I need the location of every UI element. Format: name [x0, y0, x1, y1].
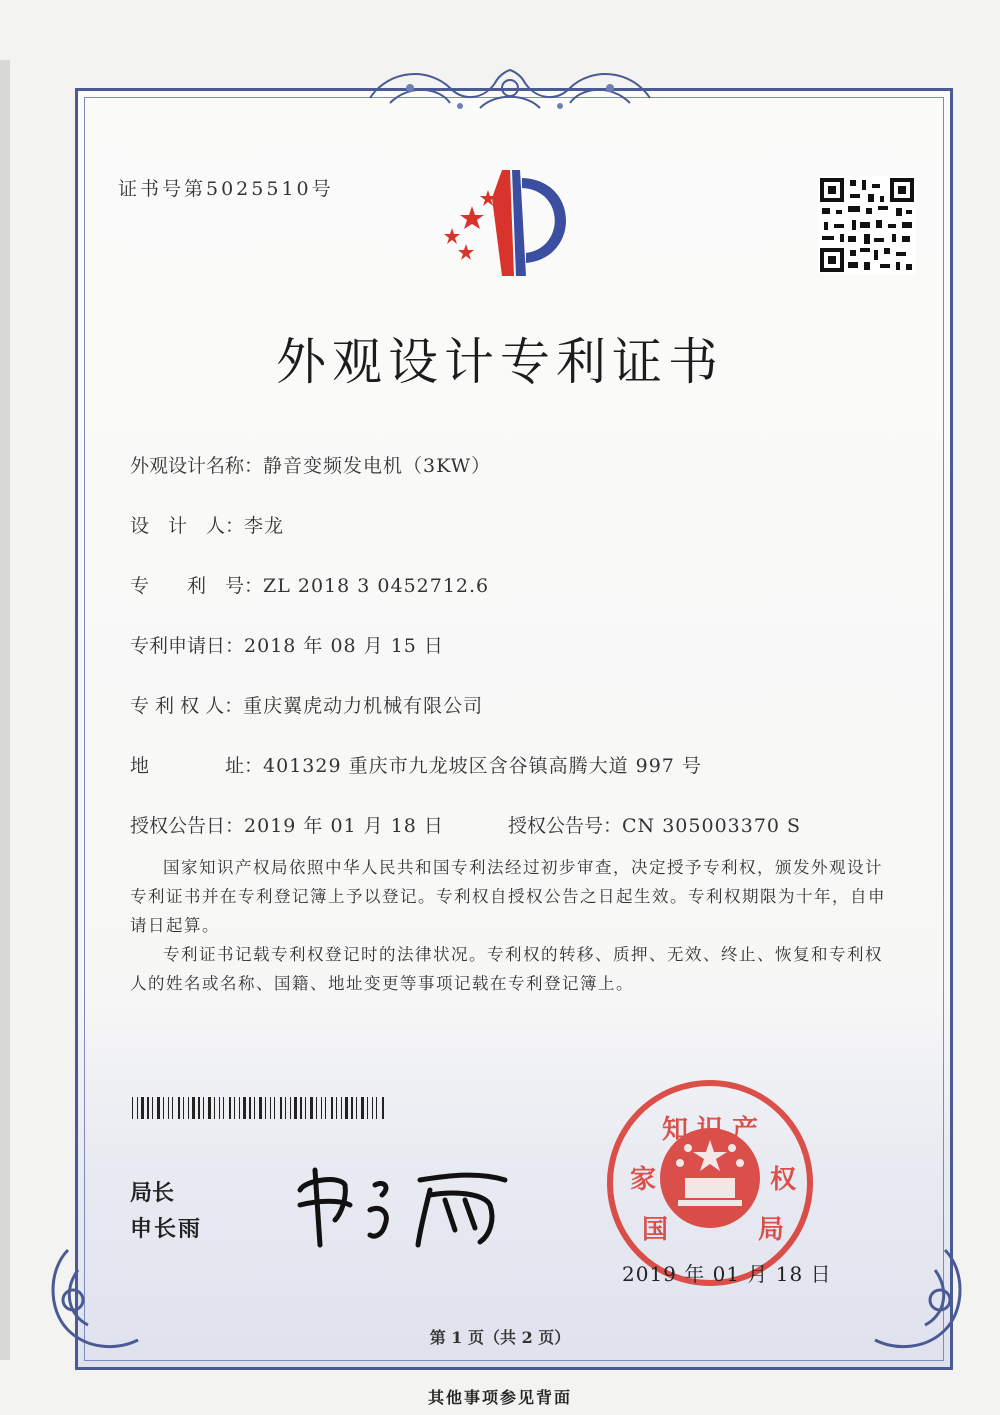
application-date-value: 2018 年 08 月 15 日: [244, 635, 444, 657]
field-announcement-no: [508, 811, 801, 838]
official-seal: [600, 1078, 820, 1288]
design-name-value: 静音变频发电机（3KW）: [263, 455, 492, 477]
footer-note: 其他事项参见背面: [427, 1388, 572, 1407]
handwritten-signature: [290, 1150, 520, 1250]
announcement-date-value: 2019 年 01 月 18 日: [244, 815, 444, 837]
page-number: 第 1 页（共 2 页）: [429, 1328, 571, 1347]
document-title: 外观设计专利证书: [276, 333, 724, 391]
svg-text:家: 家: [630, 1165, 657, 1195]
field-designer: [130, 511, 284, 538]
page-edge: [0, 60, 10, 1360]
top-ornament: [350, 58, 670, 128]
field-patent-no: [130, 571, 489, 598]
field-announcement-date: [130, 811, 444, 838]
designer-value: 李龙: [244, 515, 285, 537]
announcement-date-label: 授权公告日：: [130, 815, 245, 837]
address-value: 401329 重庆市九龙坡区含谷镇高腾大道 997 号: [263, 755, 702, 777]
field-address: [130, 751, 702, 778]
director-name: 申长雨: [130, 1217, 203, 1242]
director-title: 局长: [130, 1181, 175, 1206]
field-design-name: [130, 451, 491, 478]
svg-text:权: 权: [770, 1165, 797, 1195]
patentee-value: 重庆翼虎动力机械有限公司: [243, 695, 484, 717]
barcode: [132, 1097, 388, 1119]
field-application-date: [130, 631, 444, 658]
svg-text:局: 局: [758, 1215, 785, 1245]
application-date-label: 专利申请日：: [130, 635, 245, 657]
field-patentee: [130, 691, 483, 718]
seal-date: 2019 年 01 月 18 日: [622, 1262, 832, 1286]
designer-label: 设 计 人：: [130, 515, 245, 537]
svg-text:国: 国: [642, 1215, 669, 1245]
certificate-number: 证书号第5025510号: [118, 178, 334, 200]
patentee-label: 专 利 权 人：: [130, 695, 244, 717]
cnipa-emblem-logo: [430, 158, 590, 283]
paragraph-2: 专利证书记载专利权登记时的法律状况。专利权的转移、质押、无效、终止、恢复和专利权人的姓名或名称、国籍、地址变更等事项记载在专利登记簿上。: [130, 945, 883, 993]
design-name-label: 外观设计名称：: [130, 455, 264, 477]
patent-no-label: 专 利 号：: [130, 575, 264, 597]
announcement-no-value: CN 305003370 S: [622, 815, 802, 837]
qr-code: [818, 176, 916, 274]
paragraph-1: 国家知识产权局依照中华人民共和国专利法经过初步审查，决定授予专利权，颁发外观设计专利证书并在专利登记簿上予以登记。专利权自授权公告之日起生效。专利权期限为十年，自申请日起算。: [130, 858, 886, 935]
announcement-no-label: 授权公告号：: [508, 815, 623, 837]
patent-no-value: ZL 2018 3 0452712.6: [263, 575, 490, 597]
svg-text:知 识 产: 知 识 产: [661, 1115, 759, 1145]
address-label: 地 址：: [130, 755, 264, 777]
